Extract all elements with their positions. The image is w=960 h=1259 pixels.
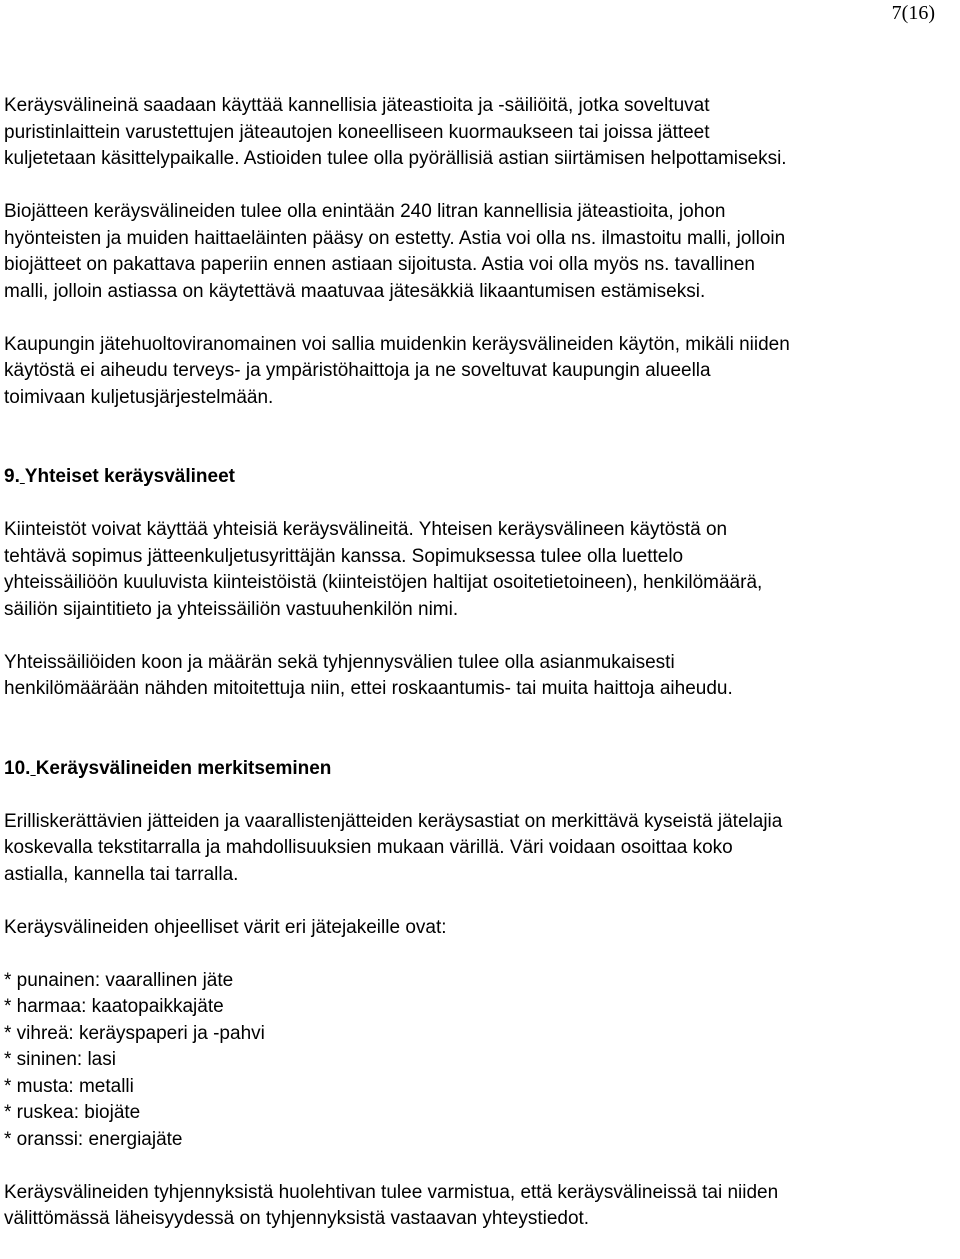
- section-number: 10.: [4, 757, 31, 779]
- section-heading-10: [4, 756, 958, 783]
- text-line: yhteissäiliöön kuuluvista kiinteistöistä (kiinteistöjen haltijat osoitetietoineen), henkilömäärä,: [4, 572, 763, 593]
- paragraph-emptying-contacts: [4, 1180, 958, 1233]
- text-line: säiliön sijaintitieto ja yhteissäiliön vastuuhenkilön nimi.: [4, 598, 459, 620]
- text-line: välittömässä läheisyydessä on tyhjennyksistä vastaavan yhteystiedot.: [4, 1208, 590, 1229]
- text-line: Keräysvälineiden ohjeelliset värit eri jätejakeille ovat:: [4, 916, 447, 938]
- paragraph-biowaste-containers: [4, 199, 958, 305]
- list-item: * oranssi: energiajäte: [4, 1128, 183, 1150]
- text-line: astialla, kannella tai tarralla.: [4, 863, 239, 885]
- text-line: Kaupungin jätehuoltoviranomainen voi sallia muidenkin keräysvälineiden käytön, mikäli niiden: [4, 333, 790, 355]
- page-number: 7(16): [891, 2, 935, 24]
- list-item: * harmaa: kaatopaikkajäte: [4, 996, 224, 1017]
- text-line: malli, jolloin astiassa on käytettävä maatuvaa jätesäkkiä likaantumisen estämiseksi.: [4, 280, 706, 302]
- text-line: Keräysvälineiden tyhjennyksistä huolehtivan tulee varmistua, että keräysvälineissä tai niiden: [4, 1181, 779, 1203]
- text-line: biojätteet on pakattava paperiin ennen astiaan sijoitusta. Astia voi olla myös ns. tavallinen: [4, 254, 755, 275]
- paragraph-container-labeling: [4, 809, 958, 889]
- text-line: Keräysvälineinä saadaan käyttää kannellisia jäteastioita ja -säiliöitä, jotka soveltuvat: [4, 95, 710, 116]
- text-line: Erilliskerättävien jätteiden ja vaarallistenjätteiden keräysastiat on merkittävä kyseistä jätelajia: [4, 810, 783, 832]
- paragraph-shared-containers: [4, 517, 958, 623]
- list-item: * punainen: vaarallinen jäte: [4, 969, 234, 991]
- paragraph-color-intro: [4, 915, 958, 942]
- list-item: * ruskea: biojäte: [4, 1102, 141, 1123]
- section-heading-9: [4, 464, 958, 491]
- text-line: käytöstä ei aiheudu terveys- ja ympäristöhaittoja ja ne soveltuvat kaupungin alueella: [4, 360, 711, 381]
- document-body: [4, 93, 958, 1259]
- paragraph-shared-container-sizing: [4, 650, 958, 703]
- list-item: * vihreä: keräyspaperi ja -pahvi: [4, 1022, 265, 1044]
- color-list: [4, 968, 958, 1154]
- section-number: 9.: [4, 466, 20, 487]
- text-line: tehtävä sopimus jätteenkuljetusyrittäjän kanssa. Sopimuksessa tulee olla luettelo: [4, 545, 684, 567]
- text-line: henkilömäärään nähden mitoitettuja niin, ettei roskaantumis- tai muita haittoja aiheudu.: [4, 678, 733, 699]
- text-line: Biojätteen keräysvälineiden tulee olla enintään 240 litran kannellisia jäteastioita, johon: [4, 201, 726, 222]
- section-title: Yhteiset keräysvälineet: [24, 466, 235, 487]
- text-line: Yhteissäiliöiden koon ja määrän sekä tyhjennysvälien tulee olla asianmukaisesti: [4, 651, 675, 673]
- text-line: Kiinteistöt voivat käyttää yhteisiä keräysvälineitä. Yhteisen keräysvälineen käytöstä on: [4, 519, 728, 540]
- text-line: koskevalla tekstitarralla ja mahdollisuuksien mukaan värillä. Väri voidaan osoittaa koko: [4, 837, 733, 858]
- text-line: puristinlaittein varustettujen jäteautojen koneelliseen kuormaukseen tai joissa jätteet: [4, 121, 710, 143]
- list-item: * musta: metalli: [4, 1075, 134, 1097]
- paragraph-collection-containers: [4, 93, 958, 173]
- text-line: hyönteisten ja muiden haittaeläinten pääsy on estetty. Astia voi olla ns. ilmastoitu malli, jolloin: [4, 227, 786, 249]
- text-line: toimivaan kuljetusjärjestelmään.: [4, 386, 274, 408]
- paragraph-other-containers: [4, 332, 958, 412]
- section-title: Keräysvälineiden merkitseminen: [35, 757, 332, 779]
- list-item: * sininen: lasi: [4, 1049, 116, 1070]
- text-line: kuljetetaan käsittelypaikalle. Astioiden tulee olla pyörällisiä astian siirtämisen helpottamiseksi.: [4, 148, 787, 169]
